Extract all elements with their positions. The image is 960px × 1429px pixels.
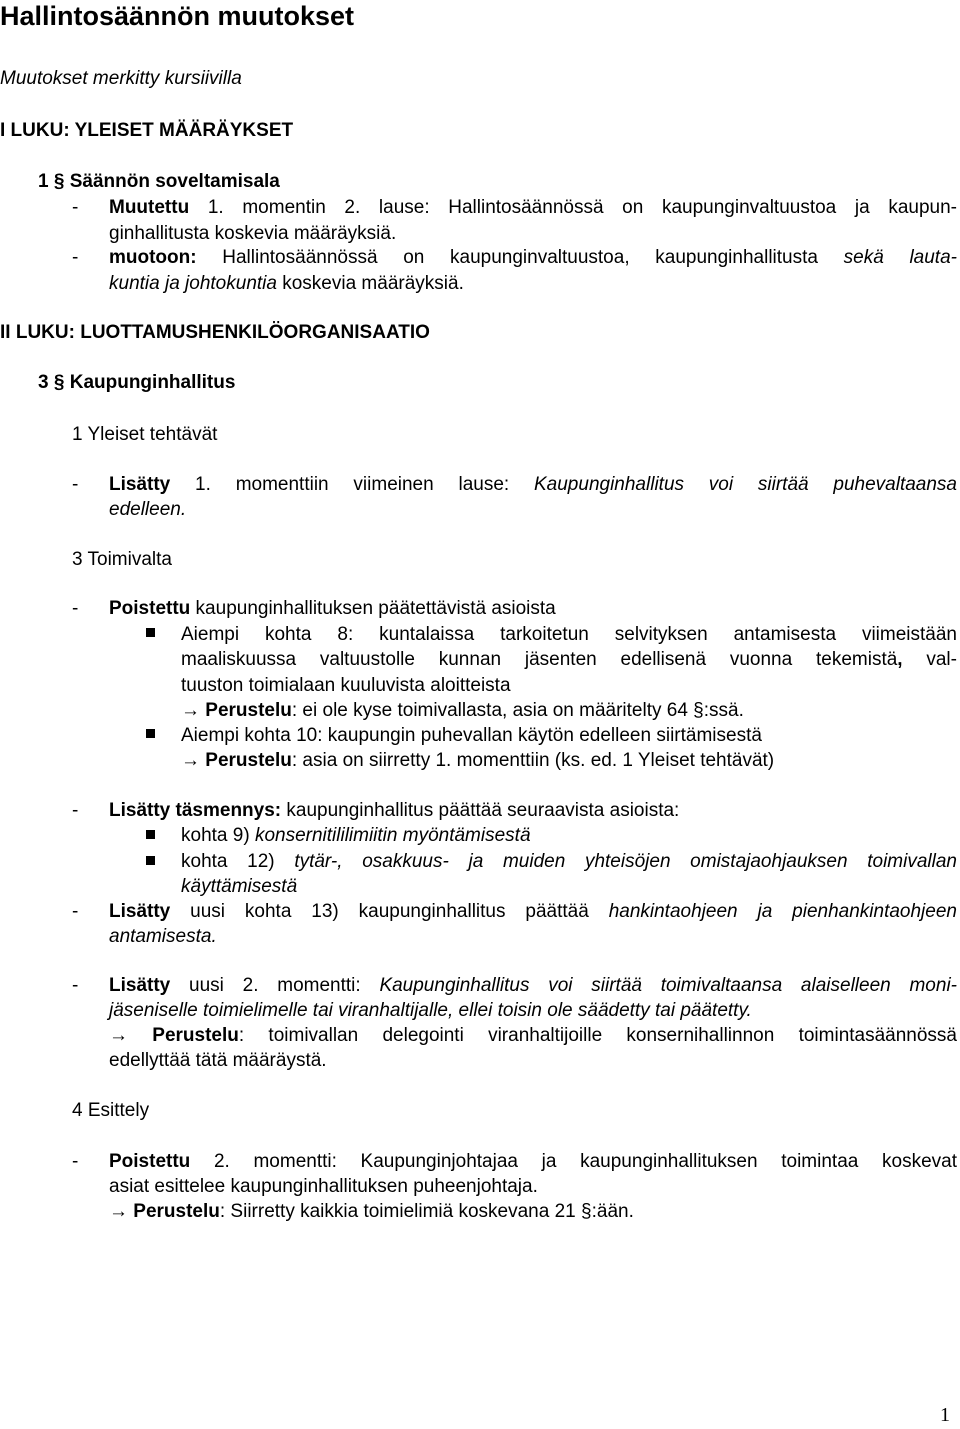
change-italic: hankintaohjeen ja pienhankintaohjeen <box>608 901 957 922</box>
subheading-yleiset-tehtavat: 1 Yleiset tehtävät <box>72 424 218 445</box>
reason-label: Perustelu <box>205 700 292 721</box>
bullet-square-icon <box>146 729 155 738</box>
bullet-line: Aiempi kohta 8: kuntalaissa tarkoitetun selvityksen antamisesta viimeistään <box>181 624 957 645</box>
change-italic: Kaupunginhallitus voi siirtää toimivaltaansa alaiselleen moni- <box>379 975 957 996</box>
change-label: Poistettu <box>109 1151 191 1172</box>
bullet-square-icon <box>146 856 155 865</box>
amendment-line <box>109 195 957 221</box>
amendment-line <box>109 245 957 271</box>
amendment-line: antamisesta. <box>109 926 217 947</box>
amendment-line: jäseniselle toimielimelle tai viranhaltijalle, ellei toisin ole säädetty tai päätetty. <box>109 1000 752 1021</box>
amendment-line <box>109 899 957 925</box>
bullet-text: val- <box>902 649 957 670</box>
amendment-line: edelleen. <box>109 499 187 520</box>
amendment-line <box>109 1149 957 1175</box>
reason-text: : ei ole kyse toimivallasta, asia on määritelty 64 <box>291 700 694 721</box>
reason-text: :ssä. <box>703 700 744 721</box>
section-sign: § <box>693 700 704 721</box>
change-italic: sekä lauta- <box>843 247 957 268</box>
subtitle: Muutokset merkitty kursiivilla <box>0 68 242 89</box>
arrow-right-icon: → <box>109 1201 128 1222</box>
reason-line <box>109 1199 634 1225</box>
section-number: 1 <box>38 171 49 192</box>
change-label: muotoon: <box>109 247 197 268</box>
change-label: Lisätty <box>109 975 171 996</box>
bullet-text: maaliskuussa valtuustolle kunnan jäsenten edellisenä vuonna tekemistä <box>181 649 898 670</box>
amendment-line <box>109 798 679 824</box>
amendment-line <box>109 596 556 622</box>
amendment-line <box>109 472 957 498</box>
chapter-1-heading: I LUKU: YLEISET MÄÄRÄYKSET <box>0 120 294 141</box>
change-label: Lisätty täsmennys: <box>109 800 282 821</box>
section-3-heading <box>38 370 235 396</box>
bullet-italic: konsernitililimiitin myöntämisestä <box>254 825 531 846</box>
chapter-2-heading: II LUKU: LUOTTAMUSHENKILÖORGANISAATIO <box>0 322 430 343</box>
section-number: 3 <box>38 372 49 393</box>
bullet-square-icon <box>146 830 155 839</box>
list-dash: - <box>72 474 79 495</box>
reason-line <box>109 1023 957 1049</box>
bullet-line: käyttämisestä <box>181 876 298 897</box>
change-text: Hallintosäännössä on kaupunginvaltuustoa, kaupunginhallitusta <box>196 247 844 268</box>
subheading-esittely: 4 Esittely <box>72 1100 150 1121</box>
bullet-italic: tytär-, osakkuus- ja muiden yhteisöjen omistajaohjauksen toimivallan <box>294 851 957 872</box>
bullet-text-comma: , <box>897 649 903 670</box>
bullet-square-icon <box>146 628 155 637</box>
section-1-heading <box>38 169 280 195</box>
bullet-line: tuuston toimialaan kuuluvista aloitteista <box>181 675 511 696</box>
page-title: Hallintosäännön muutokset <box>0 1 355 31</box>
arrow-right-icon: → <box>181 700 200 721</box>
section-sign: § <box>53 171 65 192</box>
list-dash: - <box>72 247 79 268</box>
list-dash: - <box>72 975 79 996</box>
list-dash: - <box>72 598 79 619</box>
amendment-line: asiat esittelee kaupunginhallituksen puheenjohtaja. <box>109 1176 538 1197</box>
reason-label: Perustelu <box>152 1025 239 1046</box>
change-text: 1. momenttiin viimeinen lause: <box>170 474 534 495</box>
change-label: Lisätty <box>109 901 171 922</box>
reason-text: : toimivallan delegointi viranhaltijoille konsernihallinnon toimintasäännössä <box>238 1025 958 1046</box>
amendment-line: ginhallitusta koskevia määräyksiä. <box>109 223 397 244</box>
reason-label: Perustelu <box>133 1201 220 1222</box>
reason-line <box>181 748 774 774</box>
reason-text: : Siirretty kaikkia toimielimiä koskevana 21 <box>219 1201 582 1222</box>
amendment-line <box>109 973 957 999</box>
reason-line <box>181 698 744 724</box>
reason-line: edellyttää tätä määräystä. <box>109 1050 327 1071</box>
bullet-line <box>181 823 531 849</box>
change-italic: kuntia ja johtokuntia <box>109 273 277 294</box>
section-title: Kaupunginhallitus <box>69 372 236 393</box>
change-text: uusi 2. momentti: <box>170 975 380 996</box>
change-text: koskevia määräyksiä. <box>276 273 464 294</box>
change-text: 1. momentin 2. lause: Hallintosäännössä on kaupunginvaltuustoa ja kaupun- <box>189 197 957 218</box>
list-dash: - <box>72 197 79 218</box>
change-text: kaupunginhallitus päättää seuraavista asioista: <box>281 800 680 821</box>
change-label: Poistettu <box>109 598 191 619</box>
bullet-line <box>181 849 957 875</box>
list-dash: - <box>72 1151 79 1172</box>
bullet-text: kohta 12) <box>181 851 295 872</box>
arrow-right-icon: → <box>109 1025 128 1046</box>
bullet-line: Aiempi kohta 10: kaupungin puhevallan käytön edelleen siirtämisestä <box>181 725 762 746</box>
bullet-line <box>181 647 957 673</box>
page-number: 1 <box>940 1404 950 1426</box>
change-label: Muutettu <box>109 197 190 218</box>
change-text: kaupunginhallituksen päätettävistä asioista <box>190 598 556 619</box>
change-text: 2. momentti: Kaupunginjohtajaa ja kaupunginhallituksen toimintaa koskevat <box>190 1151 957 1172</box>
section-title: Säännön soveltamisala <box>69 171 280 192</box>
amendment-line <box>109 271 464 297</box>
section-sign: § <box>581 1201 592 1222</box>
list-dash: - <box>72 901 79 922</box>
arrow-right-icon: → <box>181 750 200 771</box>
section-sign: § <box>53 372 65 393</box>
reason-label: Perustelu <box>205 750 292 771</box>
reason-text: : asia on siirretty 1. momenttiin (ks. ed. 1 Yleiset tehtävät) <box>291 750 775 771</box>
change-italic: Kaupunginhallitus voi siirtää puhevaltaansa <box>534 474 957 495</box>
subheading-toimivalta: 3 Toimivalta <box>72 549 172 570</box>
change-label: Lisätty <box>109 474 171 495</box>
list-dash: - <box>72 800 79 821</box>
change-text: uusi kohta 13) kaupunginhallitus päättää <box>170 901 609 922</box>
bullet-text: kohta 9) <box>181 825 255 846</box>
reason-text: :ään. <box>591 1201 634 1222</box>
